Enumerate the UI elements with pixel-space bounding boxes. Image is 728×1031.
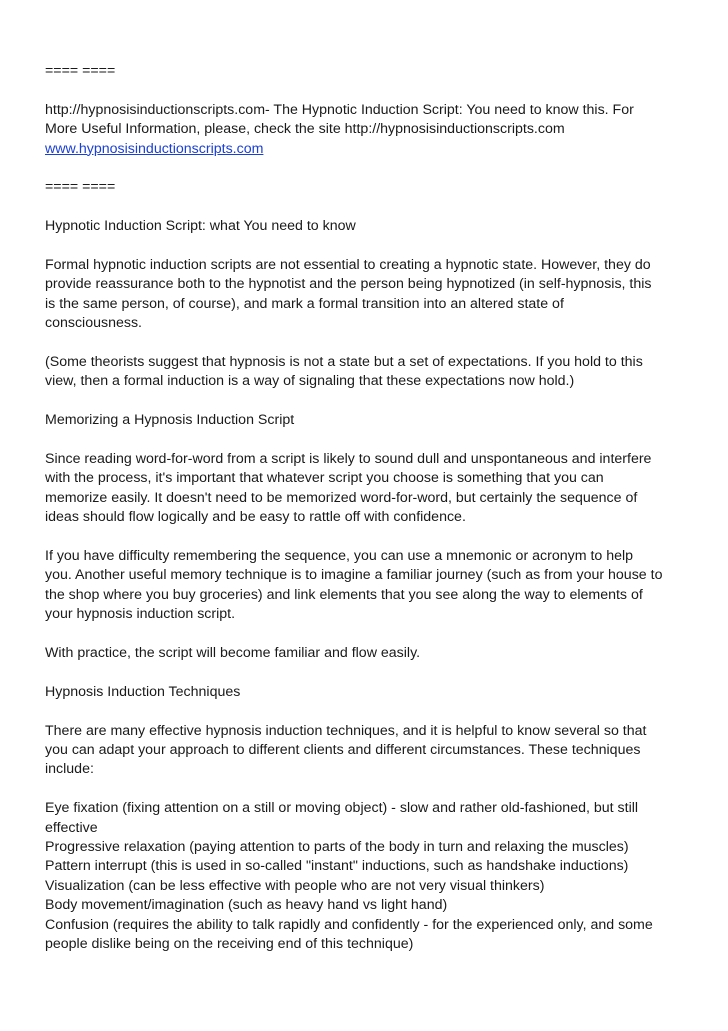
paragraph-formal-scripts [45, 256, 705, 334]
list-item: Pattern interrupt (this is used in so-called "instant" inductions, such as handshake inductions) [45, 858, 629, 875]
paragraph-line: your hypnosis induction script. [45, 606, 236, 623]
paragraph-line: (Some theorists suggest that hypnosis is not a state but a set of expectations. If you hold to this [45, 354, 643, 371]
paragraph-line: you can adapt your approach to different clients and different circumstances. These techniques [45, 742, 641, 759]
paragraph-theorists [45, 353, 705, 392]
techniques-list [45, 799, 705, 954]
paragraph-line: view, then a formal induction is a way of signaling that these expectations now hold.) [45, 373, 575, 390]
list-item: Body movement/imagination (such as heavy hand vs light hand) [45, 897, 448, 914]
paragraph-line: you. Another useful memory technique is to imagine a familiar journey (such as from your house to [45, 567, 663, 584]
list-item: effective [45, 819, 98, 836]
list-item: Eye fixation (fixing attention on a still or moving object) - slow and rather old-fashioned, but still [45, 800, 639, 817]
header-block [45, 101, 705, 159]
paragraph-line: ideas should flow logically and be easy to rattle off with confidence. [45, 509, 466, 526]
list-item: Confusion (requires the ability to talk rapidly and confidently - for the experienced only, and some [45, 916, 653, 933]
paragraph-line: provide reassurance both to the hypnotist and the person being hypnotized (in self-hypnosis, this [45, 276, 652, 293]
website-link[interactable]: www.hypnosisinductionscripts.com [45, 140, 264, 157]
document-page [45, 62, 705, 955]
paragraph-memorize [45, 450, 705, 528]
list-item: people dislike being on the receiving end of this technique) [45, 936, 414, 953]
paragraph-line: include: [45, 761, 94, 778]
section-heading-memorizing: Memorizing a Hypnosis Induction Script [45, 412, 295, 429]
header-line: http://hypnosisinductionscripts.com- The Hypnotic Induction Script: You need to know this. For [45, 101, 634, 118]
paragraph-line: Since reading word-for-word from a script is likely to sound dull and unspontaneous and interfere [45, 451, 652, 468]
paragraph-line: There are many effective hypnosis induction techniques, and it is helpful to know several so that [45, 722, 647, 739]
article-title: Hypnotic Induction Script: what You need to know [45, 218, 356, 235]
separator-top: ==== ==== [45, 63, 116, 79]
paragraph-mnemonic [45, 547, 705, 625]
paragraph-line: If you have difficulty remembering the sequence, you can use a mnemonic or acronym to help [45, 548, 634, 565]
list-item: Progressive relaxation (paying attention to parts of the body in turn and relaxing the muscles) [45, 839, 629, 856]
paragraph-line: memorize easily. It doesn't need to be memorized word-for-word, but certainly the sequence of [45, 489, 638, 506]
paragraph-line: consciousness. [45, 315, 142, 332]
paragraph-techniques-intro [45, 722, 705, 780]
paragraph-line: Formal hypnotic induction scripts are not essential to creating a hypnotic state. However, they do [45, 257, 651, 273]
header-line: More Useful Information, please, check the site http://hypnosisinductionscripts.com [45, 121, 565, 138]
separator-bottom: ==== ==== [45, 179, 116, 196]
list-item: Visualization (can be less effective with people who are not very visual thinkers) [45, 877, 545, 894]
paragraph-line: is the same person, of course), and mark a formal transition into an altered state of [45, 295, 564, 312]
paragraph-line: the shop where you buy groceries) and link elements that you see along the way to elements of [45, 586, 643, 603]
section-heading-techniques: Hypnosis Induction Techniques [45, 683, 241, 700]
paragraph-practice: With practice, the script will become familiar and flow easily. [45, 645, 421, 662]
paragraph-line: with the process, it's important that whatever script you choose is something that you can [45, 470, 604, 487]
